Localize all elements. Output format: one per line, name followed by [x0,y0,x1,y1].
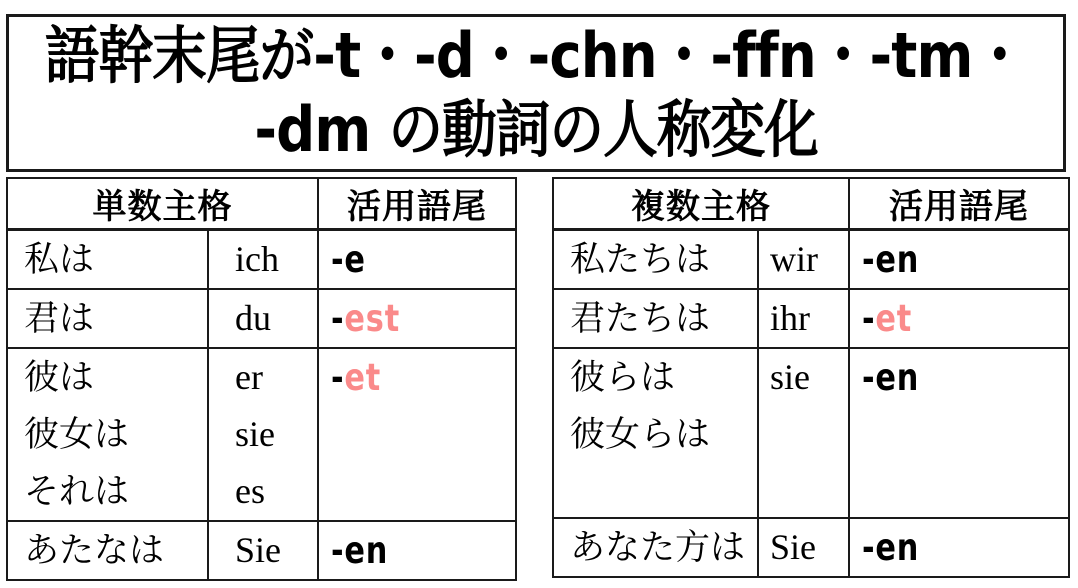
table-row [553,230,1069,290]
ending-text: en [344,529,389,572]
subject-jp-text: それは [24,472,130,511]
pronoun-de-cell [758,518,849,577]
ending-cell [849,518,1069,577]
subject-jp-text: 彼は [24,358,95,397]
table-row [553,518,1069,577]
ending-dash: - [331,356,345,399]
ending-text: et [875,297,913,340]
subject-jp-text: あなた方は [570,528,746,567]
table-row [7,348,516,521]
ending-cell [318,348,516,521]
pronoun-de-cell [208,521,318,580]
subject-jp-cell [553,230,758,290]
pronoun-de-text: sie [235,414,275,454]
ending-text: e [344,238,366,281]
table-row [7,521,516,580]
subject-jp-text: 彼らは [570,358,676,397]
title-line-2: -dm の動詞の人称変化 [254,93,818,166]
ending-dash: - [862,297,876,340]
pronoun-de-text: wir [770,239,818,279]
table-header-row [553,178,1069,230]
ending-cell [318,230,516,290]
table-row [7,230,516,290]
subject-jp-cell [7,521,208,580]
pronoun-de-cell [208,230,318,290]
ending-text: en [875,356,920,399]
ending-dash: - [331,529,345,572]
subject-jp-text: 君は [24,299,95,338]
subject-jp-cell [553,289,758,348]
ending-text: en [875,238,920,281]
pronoun-de-cell [208,289,318,348]
subject-jp-text: 私は [24,240,95,279]
subject-jp-text: 彼女は [24,415,130,454]
pronoun-de-text: Sie [235,530,282,570]
header-conjugation-ending: 活用語尾 [318,178,516,230]
pronoun-de-text: Sie [770,527,817,567]
subject-jp-cell [553,518,758,577]
ending-cell [849,348,1069,518]
ending-dash: - [862,356,876,399]
ending-dash: - [331,297,345,340]
pronoun-de-cell [208,348,318,521]
singular-conjugation-table [6,177,517,581]
ending-dash: - [862,526,876,569]
ending-cell [318,521,516,580]
ending-dash: - [862,238,876,281]
title-line-1: 語幹末尾が-t・-d・-chn・-ffn・-tm・ [45,19,1027,92]
pronoun-de-cell [758,230,849,290]
table-header-row [7,178,516,230]
title-box [6,14,1066,172]
ending-text: en [875,526,920,569]
ending-dash: - [331,238,345,281]
plural-conjugation-table [552,177,1070,578]
subject-jp-text: 私たちは [570,240,711,279]
subject-jp-cell [7,289,208,348]
ending-cell [849,289,1069,348]
header-plural-nominative: 複数主格 [553,178,849,230]
pronoun-de-text: ihr [770,298,810,338]
table-row [7,289,516,348]
subject-jp-cell [553,348,758,518]
pronoun-de-cell [758,289,849,348]
subject-jp-text: 君たちは [570,299,711,338]
pronoun-de-cell [758,348,849,518]
pronoun-de-text: es [235,471,265,511]
pronoun-de-text: er [235,357,263,397]
pronoun-de-text: sie [770,357,810,397]
subject-jp-cell [7,230,208,290]
ending-text: et [344,356,382,399]
ending-cell [849,230,1069,290]
subject-jp-text: 彼女らは [570,415,711,454]
ending-text: est [344,297,401,340]
subject-jp-cell [7,348,208,521]
table-row [553,289,1069,348]
ending-cell [318,289,516,348]
header-singular-nominative: 単数主格 [7,178,318,230]
pronoun-de-text: ich [235,239,279,279]
header-conjugation-ending: 活用語尾 [849,178,1069,230]
subject-jp-text: あたなは [24,531,165,570]
table-row [553,348,1069,518]
pronoun-de-text: du [235,298,271,338]
